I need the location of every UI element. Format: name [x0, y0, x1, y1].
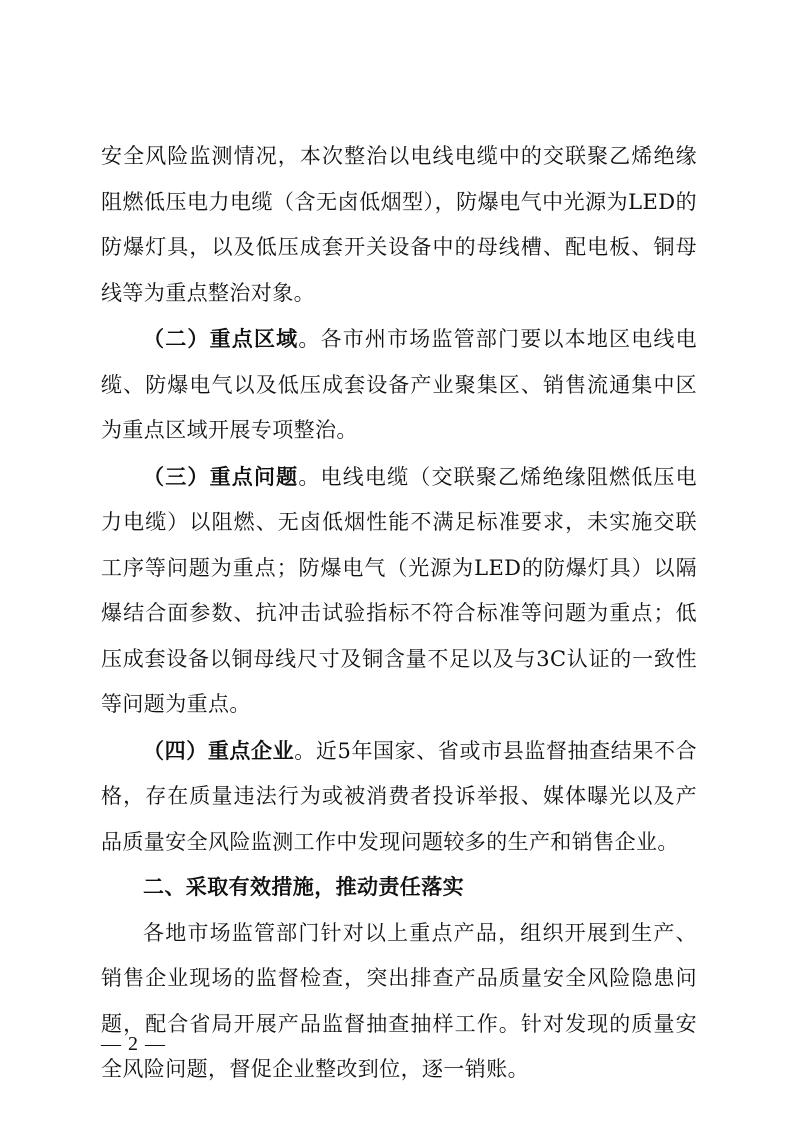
paragraph-key-regions [101, 316, 697, 454]
body-text [101, 134, 697, 1093]
paragraph-scope-continued: 安全风险监测情况，本次整治以电线电缆中的交联聚乙烯绝缘阻燃低压电力电缆（含无卤低烟型），防爆电气中光源为LED的防爆灯具，以及低压成套开关设备中的母线槽、配电板、铜母线等为重点整治对象。 [101, 144, 697, 305]
heading-key-regions: （二）重点区域 [143, 326, 299, 351]
heading-key-issues: （三）重点问题 [143, 463, 299, 489]
paragraph-measures: 各地市场监管部门针对以上重点产品，组织开展到生产、销售企业现场的监督检查，突出排查产品质量安全风险隐患问题，配合省局开展产品监督抽查抽样工作。针对发现的质量安全风险问题，督促企业整改到位，逐一销账。 [101, 920, 697, 1081]
section-heading-measures: 二、采取有效措施，推动责任落实 [143, 875, 464, 899]
paragraph-key-issues [101, 454, 697, 728]
heading-key-enterprises: （四）重点企业 [143, 737, 295, 763]
text-key-enterprises: 。近5年国家、省或市县监督抽查结果不合格，存在质量违法行为或被消费者投诉举报、媒体曝光以及产品质量安全风险监测工作中发现问题较多的生产和销售企业。 [101, 738, 697, 854]
text-key-regions: 。各市州市场监管部门要以本地区电线电缆、防爆电气以及低压成套设备产业聚集区、销售流通集中区为重点区域开展专项整治。 [101, 327, 697, 442]
text-key-issues: 。电线电缆（交联聚乙烯绝缘阻燃低压电力电缆）以阻燃、无卤低烟性能不满足标准要求，未实施交联工序等问题为重点；防爆电气（光源为LED的防爆灯具）以隔爆结合面参数、抗冲击试验指标不符合标准等问题为重点；低压成套设备以铜母线尺寸及铜含量不足以及与3C认证的一致性等问题为重点。 [101, 464, 697, 716]
paragraph-key-enterprises [101, 728, 697, 866]
page-number: — 2 — [101, 1033, 166, 1055]
